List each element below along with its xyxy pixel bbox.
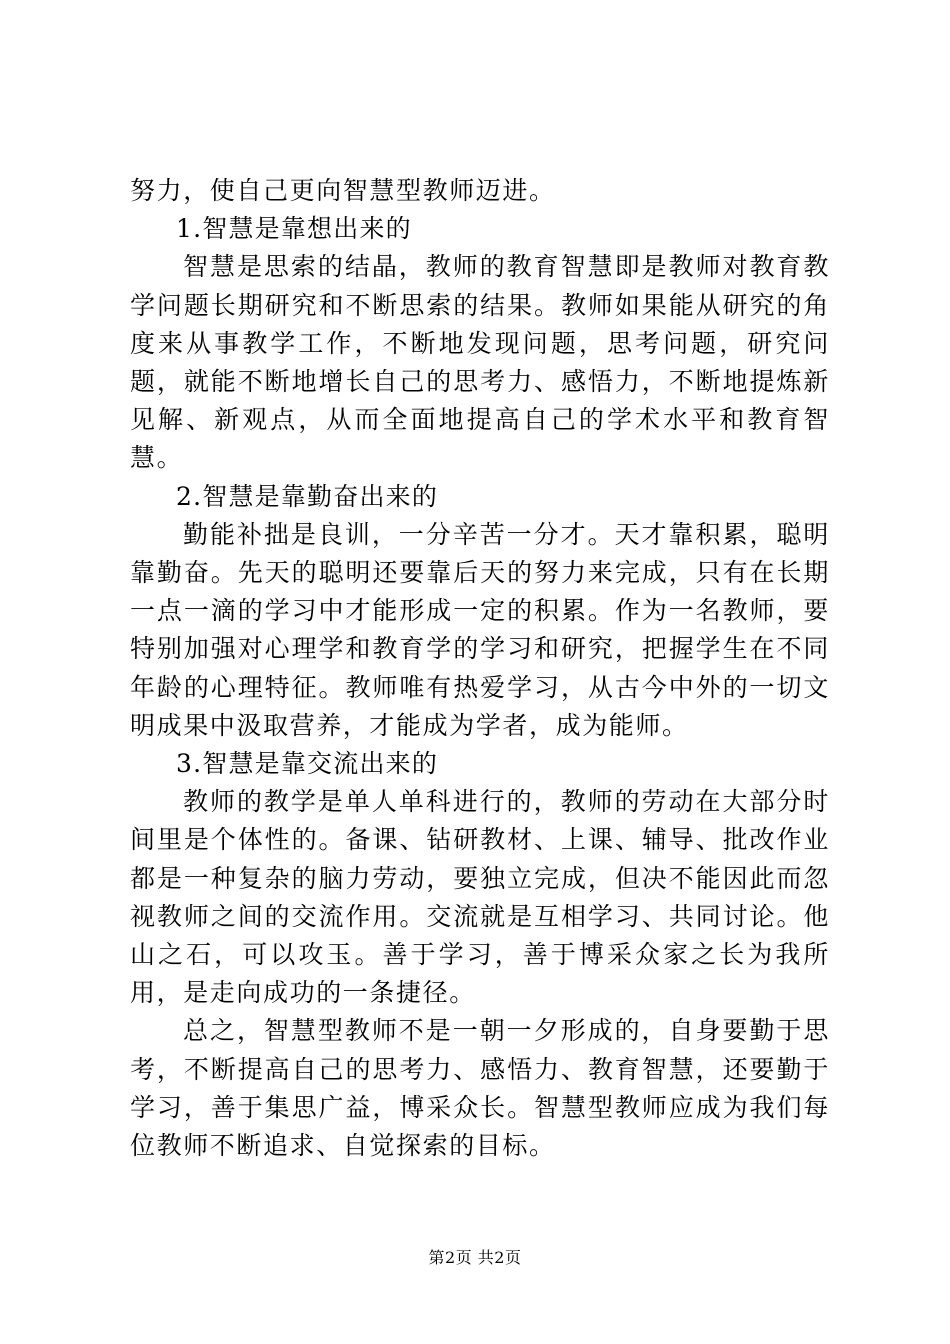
section-body-2: 勤能补拙是良训，一分辛苦一分才。天才靠积累，聪明靠勤奋。先天的聪明还要靠后天的努力来完成，只有在长期一点一滴的学习中才能形成一定的积累。作为一名教师，要特别加强对心理学和教育学的学习和研究，把握学生在不同年龄的心理特征。教师唯有热爱学习，从古今中外的一切文明成果中汲取营养，才能成为学者，成为能师。: [130, 519, 830, 740]
section-heading-1: 1.智慧是靠想出来的: [176, 214, 412, 244]
paragraph-continuation: 努力，使自己更向智慧型教师迈进。: [130, 176, 556, 205]
section-heading-3: 3.智慧是靠交流出来的: [176, 749, 439, 779]
conclusion-paragraph: 总之，智慧型教师不是一朝一夕形成的，自身要勤于思考，不断提高自己的思考力、感悟力、教育智慧，还要勤于学习，善于集思广益，博采众长。智慧型教师应成为我们每位教师不断追求、自觉探索的目标。: [130, 1016, 830, 1161]
document-body: [130, 172, 830, 1165]
section-body-3: 教师的教学是单人单科进行的，教师的劳动在大部分时间里是个体性的。备课、钻研教材、上课、辅导、批改作业都是一种复杂的脑力劳动，要独立完成，但决不能因此而忽视教师之间的交流作用。交流就是互相学习、共同讨论。他山之石，可以攻玉。善于学习，善于博采众家之长为我所用，是走向成功的一条捷径。: [130, 787, 830, 1008]
section-heading-2: 2.智慧是靠勤奋出来的: [176, 481, 439, 511]
page-number-footer: 第2页 共2页: [428, 1248, 522, 1267]
section-body-1: 智慧是思索的结晶，教师的教育智慧即是教师对教育教学问题长期研究和不断思索的结果。教师如果能从研究的角度来从事教学工作，不断地发现问题，思考问题，研究问题，就能不断地增长自己的思考力、感悟力，不断地提炼新见解、新观点，从而全面地提高自己的学术水平和教育智慧。: [130, 252, 830, 473]
